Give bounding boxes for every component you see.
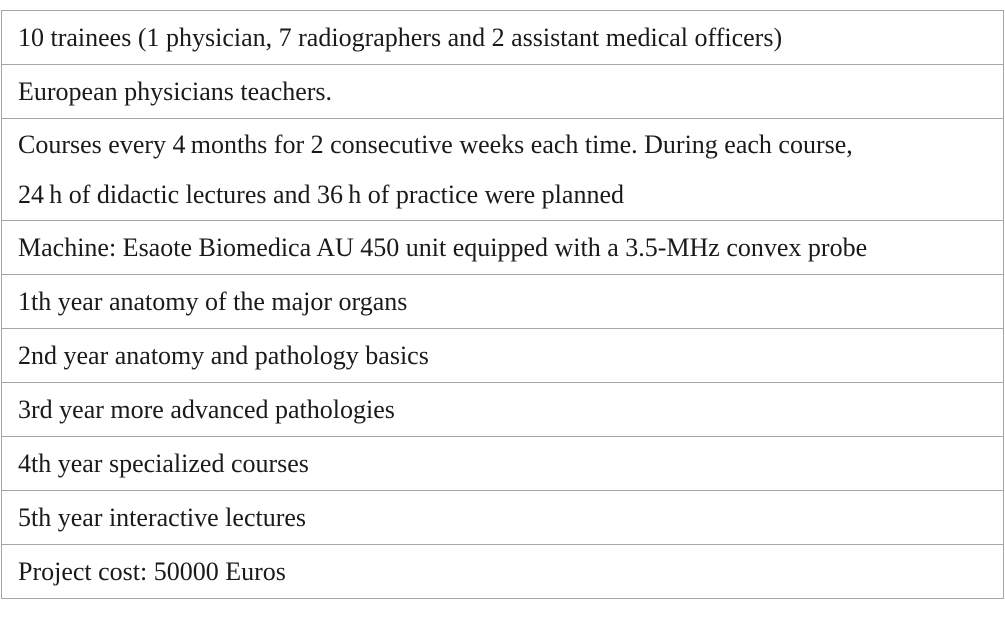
cell-text-line-2: 24 h of didactic lectures and 36 h of practice were planned bbox=[18, 179, 624, 209]
cell-text: 1th year anatomy of the major organs bbox=[18, 286, 408, 316]
table-row-machine bbox=[2, 221, 1004, 275]
info-table bbox=[1, 10, 1004, 599]
table-row-cost bbox=[2, 545, 1004, 599]
table-row-year-5 bbox=[2, 491, 1004, 545]
table-row-trainees bbox=[2, 11, 1004, 65]
table-cell bbox=[2, 491, 1004, 545]
table-row-courses bbox=[2, 119, 1004, 221]
info-table-container bbox=[1, 10, 1004, 599]
table-row-year-1 bbox=[2, 275, 1004, 329]
table-row-year-4 bbox=[2, 437, 1004, 491]
table-row-teachers bbox=[2, 65, 1004, 119]
cell-text: 5th year interactive lectures bbox=[18, 502, 307, 532]
cell-text: 3rd year more advanced pathologies bbox=[18, 394, 395, 424]
cell-text: 2nd year anatomy and pathology basics bbox=[18, 340, 429, 370]
table-cell bbox=[2, 65, 1004, 119]
cell-text: 4th year specialized courses bbox=[18, 448, 309, 478]
cell-text-line-1: Courses every 4 months for 2 consecutive weeks each time. During each course, bbox=[18, 129, 853, 159]
table-cell bbox=[2, 545, 1004, 599]
table-cell bbox=[2, 329, 1004, 383]
table-cell bbox=[2, 437, 1004, 491]
table-cell bbox=[2, 275, 1004, 329]
table-cell bbox=[2, 119, 1004, 221]
table-row-year-2 bbox=[2, 329, 1004, 383]
cell-text: Machine: Esaote Biomedica AU 450 unit equipped with a 3.5-MHz convex probe bbox=[18, 232, 868, 262]
cell-text: Project cost: 50000 Euros bbox=[18, 556, 286, 586]
table-cell bbox=[2, 383, 1004, 437]
table-cell bbox=[2, 221, 1004, 275]
table-row-year-3 bbox=[2, 383, 1004, 437]
table-cell bbox=[2, 11, 1004, 65]
cell-text: European physicians teachers. bbox=[18, 76, 333, 106]
cell-text: 10 trainees (1 physician, 7 radiographers and 2 assistant medical officers) bbox=[18, 22, 783, 52]
